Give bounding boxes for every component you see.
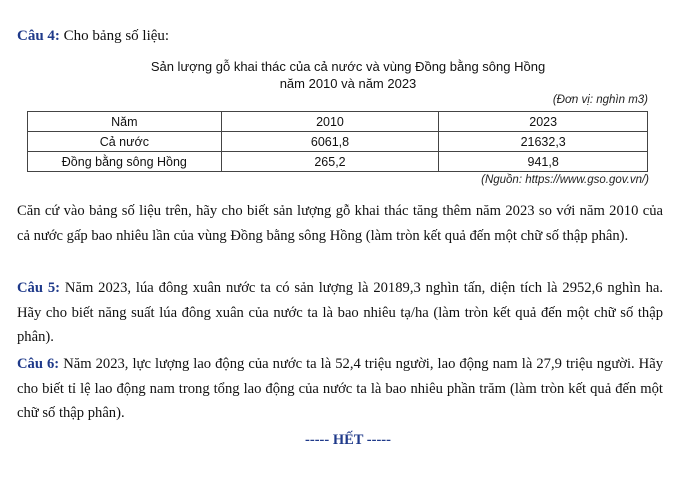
table-row xyxy=(28,132,648,152)
question-5-text: Năm 2023, lúa đông xuân nước ta có sản lượng là 20189,3 nghìn tấn, diện tích là 2952,6 nghìn ha. Hãy cho biết năng suất lúa đông xuân của nước ta là bao nhiêu tạ/ha (làm tròn kết quả đến một chữ số thập phân). xyxy=(17,280,663,345)
question-6-text: Năm 2023, lực lượng lao động của nước ta là 52,4 triệu người, lao động nam là 27,9 triệu người. Hãy cho biết tỉ lệ lao động nam trong tổng lao động của nước ta là bao nhiêu phần trăm (làm tròn kết quả đến một chữ số thập phân). xyxy=(17,356,663,421)
question-4-text: Căn cứ vào bảng số liệu trên, hãy cho biết sản lượng gỗ khai thác tăng thêm năm 2023 so với năm 2010 của cả nước gấp bao nhiêu lần của vùng Đồng bằng sông Hồng (làm tròn kết quả đến một chữ số thập phân). xyxy=(17,203,663,244)
question-4-label: Câu 4: xyxy=(17,28,60,44)
table-title xyxy=(0,58,696,92)
table-title-line-1: Sản lượng gỗ khai thác của cả nước và vùng Đồng bằng sông Hồng xyxy=(150,59,546,74)
row-label-red-river-delta: Đồng bằng sông Hồng xyxy=(28,152,222,172)
question-5-label: Câu 5: xyxy=(17,280,61,296)
table-unit: (Đơn vị: nghìn m3) xyxy=(552,94,648,106)
table-header-row xyxy=(28,112,648,132)
cell-value: 941,8 xyxy=(439,152,648,172)
header-year: Năm xyxy=(28,112,222,132)
end-marker: ----- HẾT ----- xyxy=(305,432,391,448)
question-6-label: Câu 6: xyxy=(17,356,60,372)
timber-output-table xyxy=(27,111,648,172)
question-5 xyxy=(17,276,663,350)
cell-value: 265,2 xyxy=(221,152,439,172)
row-label-whole-country: Cả nước xyxy=(28,132,222,152)
table-row xyxy=(28,152,648,172)
table-title-line-2: năm 2010 và năm 2023 xyxy=(279,76,417,91)
question-4-intro: Cho bảng số liệu: xyxy=(63,28,170,44)
question-4-heading xyxy=(17,26,169,46)
cell-value: 21632,3 xyxy=(439,132,648,152)
cell-value: 6061,8 xyxy=(221,132,439,152)
question-6 xyxy=(17,352,663,426)
table-source: (Nguồn: https://www.gso.gov.vn/) xyxy=(481,174,649,186)
header-2010: 2010 xyxy=(221,112,439,132)
header-2023: 2023 xyxy=(439,112,648,132)
